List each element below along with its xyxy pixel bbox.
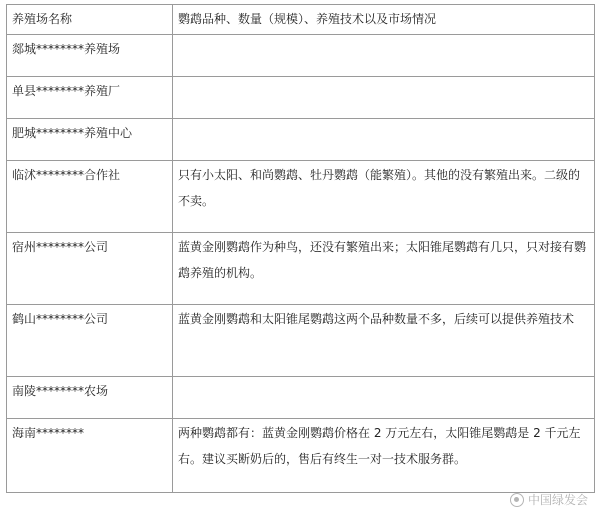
farm-name-cell: 海南******** <box>7 419 173 493</box>
table-row <box>7 419 595 493</box>
farm-name-cell: 肥城********养殖中心 <box>7 119 173 161</box>
farm-name-cell: 临沭********合作社 <box>7 161 173 233</box>
table-row <box>7 161 595 233</box>
farm-name-cell: 郯城********养殖场 <box>7 35 173 77</box>
farm-info-cell: 只有小太阳、和尚鹦鹉、牡丹鹦鹉（能繁殖）。其他的没有繁殖出来。二级的不卖。 <box>173 161 595 233</box>
table-row <box>7 377 595 419</box>
farm-info-cell <box>173 377 595 419</box>
table-row <box>7 305 595 377</box>
header-farm-name: 养殖场名称 <box>7 5 173 35</box>
table-row <box>7 119 595 161</box>
farm-name-cell: 鹤山********公司 <box>7 305 173 377</box>
table-row <box>7 233 595 305</box>
table-row <box>7 35 595 77</box>
farm-name-cell: 南陵********农场 <box>7 377 173 419</box>
watermark-text: 中国绿发会 <box>527 493 588 507</box>
farm-info-cell <box>173 119 595 161</box>
table-header-row <box>7 5 595 35</box>
farm-info-cell <box>173 77 595 119</box>
weibo-icon <box>510 493 524 507</box>
farm-info-cell: 蓝黄金刚鹦鹉作为种鸟，还没有繁殖出来；太阳锥尾鹦鹉有几只，只对接有鹦鹉养殖的机构。 <box>173 233 595 305</box>
farm-info-cell: 蓝黄金刚鹦鹉和太阳锥尾鹦鹉这两个品种数量不多，后续可以提供养殖技术 <box>173 305 595 377</box>
header-parrot-info: 鹦鹉品种、数量（规模）、养殖技术以及市场情况 <box>173 5 595 35</box>
farm-name-cell: 单县********养殖厂 <box>7 77 173 119</box>
farm-survey-table <box>6 4 595 493</box>
farm-info-cell: 两种鹦鹉都有：蓝黄金刚鹦鹉价格在 2 万元左右，太阳锥尾鹦鹉是 2 千元左右。建议买断奶后的，售后有终生一对一技术服务群。 <box>173 419 595 493</box>
farm-info-cell <box>173 35 595 77</box>
farm-name-cell: 宿州********公司 <box>7 233 173 305</box>
watermark <box>510 491 588 508</box>
table-row <box>7 77 595 119</box>
